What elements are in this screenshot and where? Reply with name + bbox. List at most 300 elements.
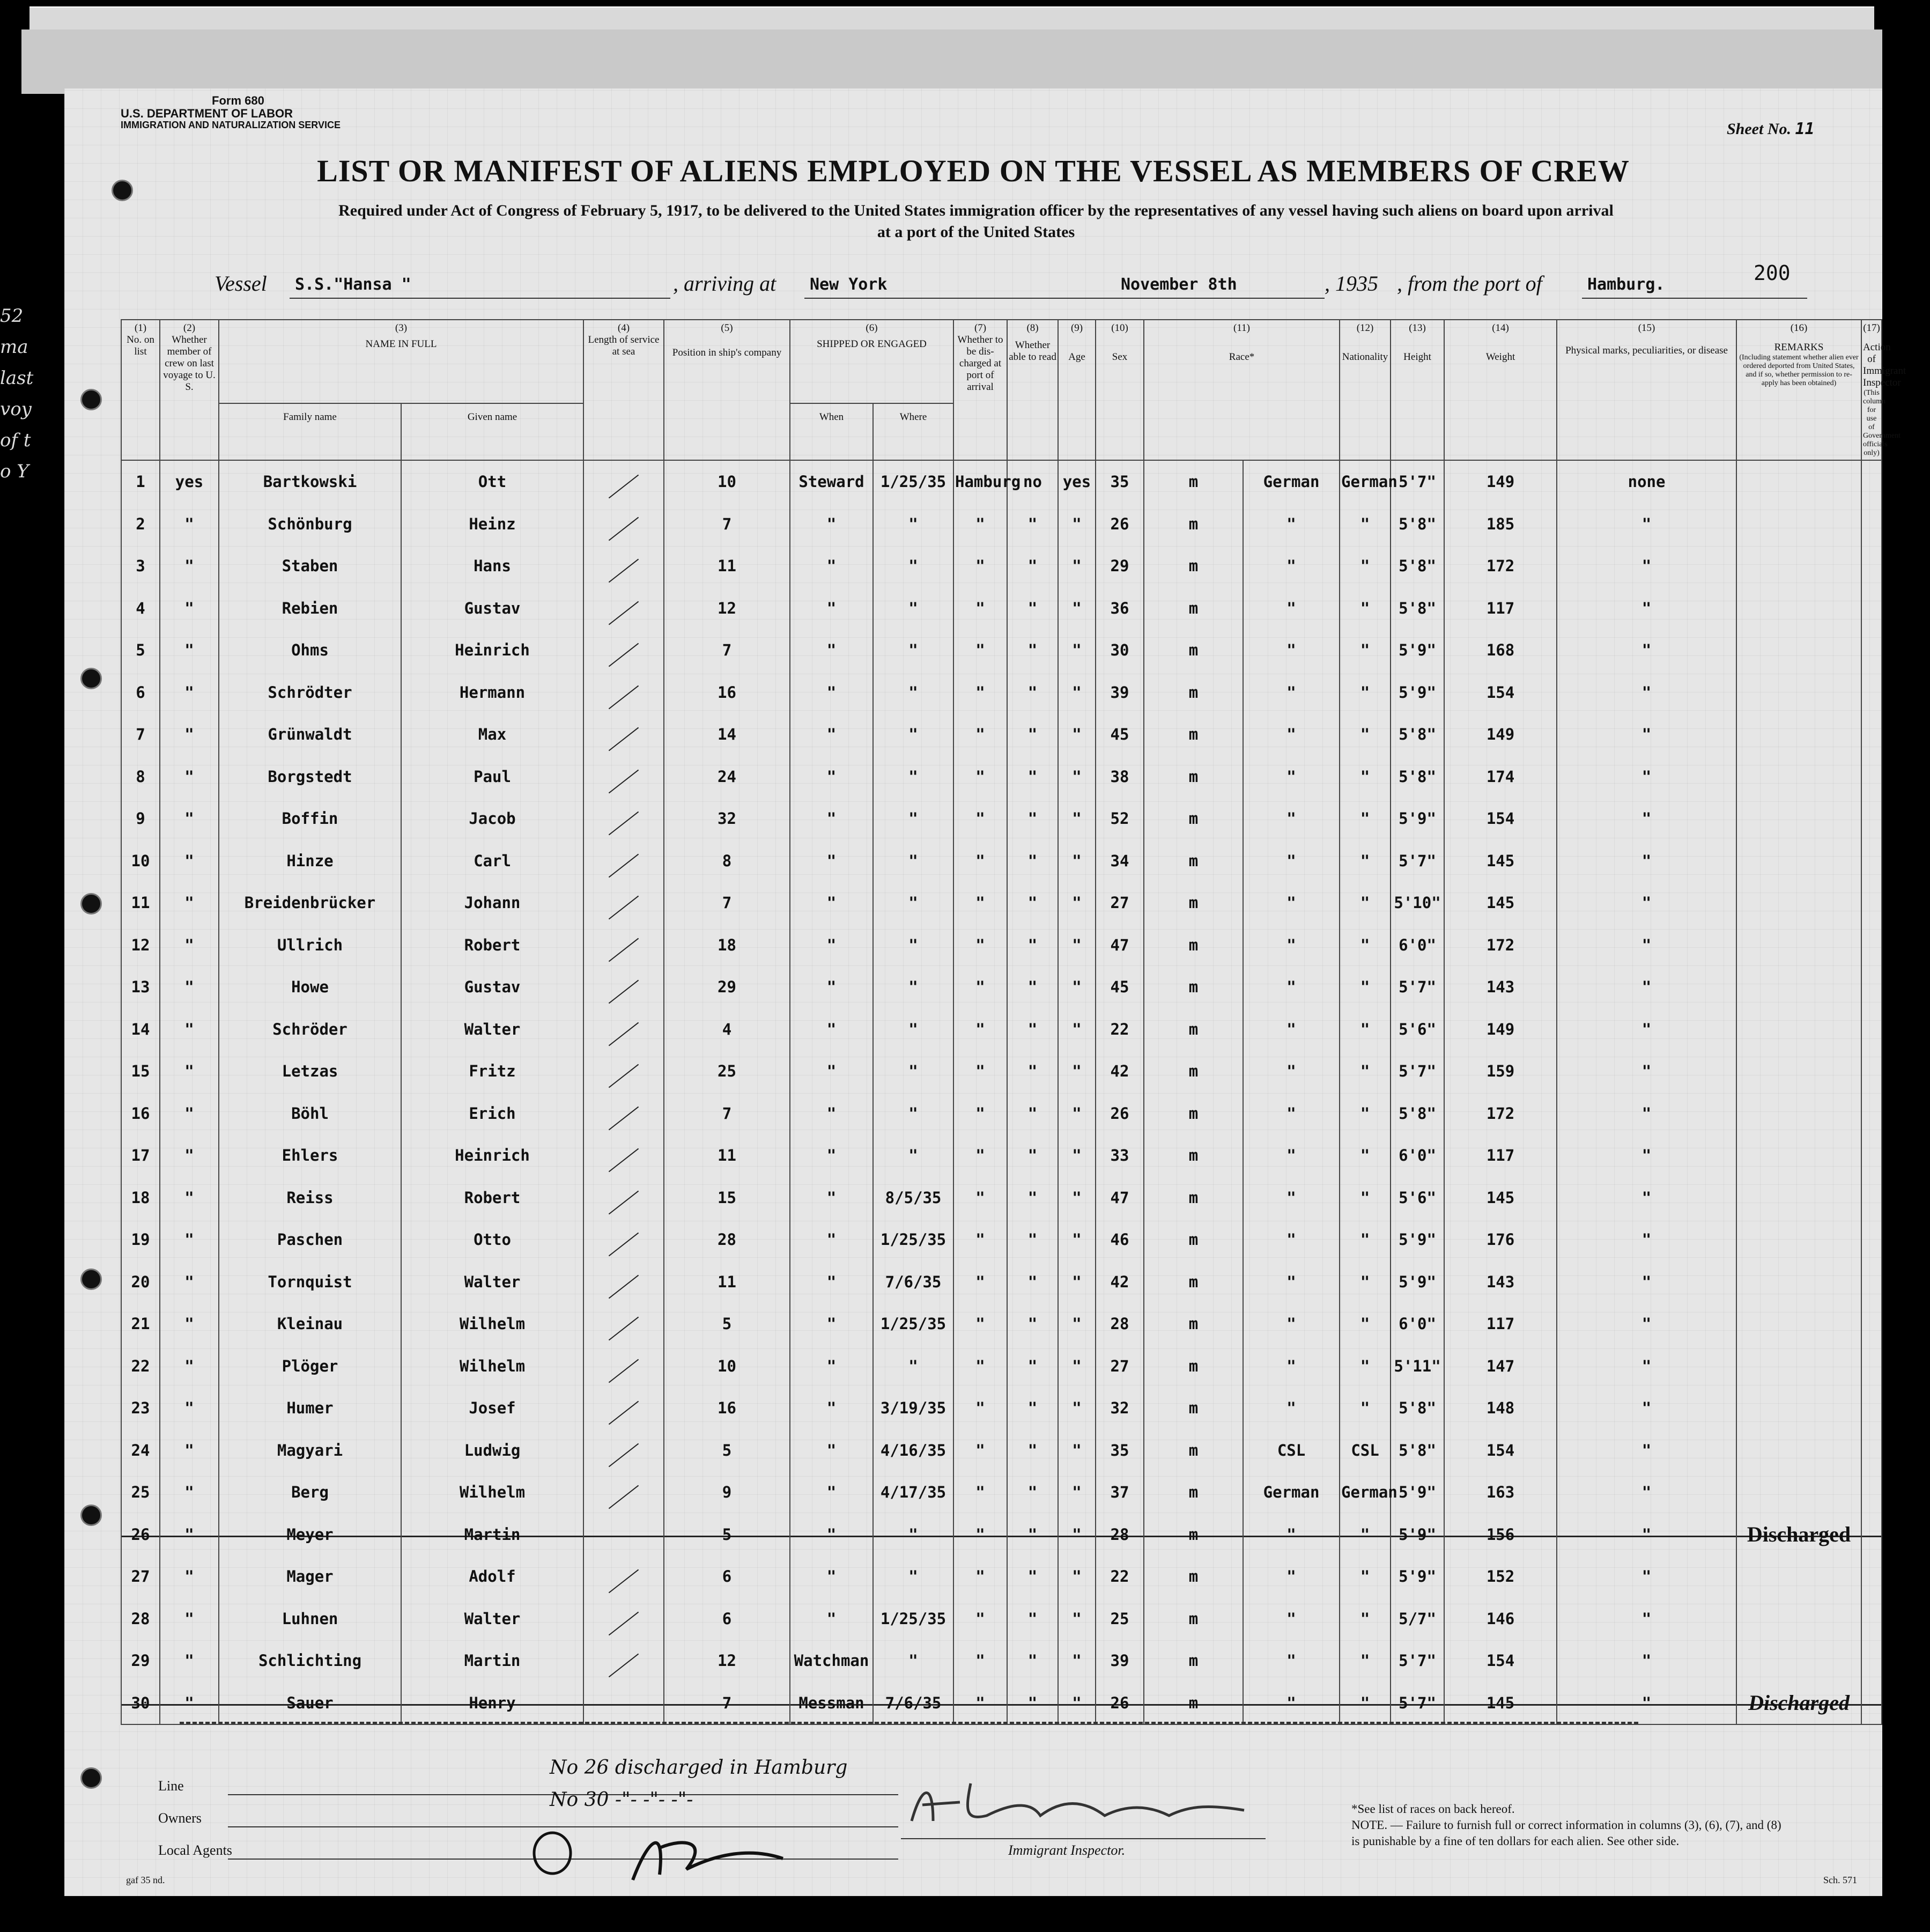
shipped-when-cell: 3/19/35 [873, 1387, 953, 1429]
check-mark-cell [583, 1345, 664, 1388]
row-number-cell: 2 [121, 503, 160, 545]
check-mark-icon [609, 559, 639, 583]
given-name-cell: Hans [401, 545, 583, 587]
remarks-cell [1736, 1555, 1861, 1598]
height-cell: 5'9" [1391, 672, 1444, 714]
service-length-cell: 7 [664, 629, 790, 672]
age-cell: 42 [1096, 1050, 1144, 1093]
last-voyage-cell: " [160, 1261, 219, 1303]
able-to-read-cell: " [1058, 798, 1096, 840]
handwritten-note-26: No 26 discharged in Hamburg [550, 1757, 848, 1779]
race-cell: " [1243, 882, 1340, 924]
nationality-cell: " [1340, 629, 1391, 672]
punch-hole [80, 1767, 102, 1789]
check-mark-icon [609, 1654, 639, 1678]
shipped-when-cell: 4/17/35 [873, 1471, 953, 1514]
remarks-cell [1736, 1093, 1861, 1135]
height-cell: 5'9" [1391, 1219, 1444, 1261]
to-be-discharged-cell: " [1007, 840, 1058, 882]
age-cell: 37 [1096, 1471, 1144, 1514]
physical-marks-cell: " [1557, 1008, 1736, 1051]
weight-cell: 145 [1444, 1177, 1557, 1219]
position-cell: " [790, 966, 873, 1008]
arrival-port: New York [810, 275, 888, 294]
inspector-action-cell [1861, 1303, 1882, 1345]
inspector-action-cell [1861, 840, 1882, 882]
to-be-discharged-cell: " [1007, 672, 1058, 714]
able-to-read-cell: " [1058, 882, 1096, 924]
position-cell: Watchman [790, 1640, 873, 1682]
shipped-when-cell: " [873, 924, 953, 967]
physical-marks-cell: " [1557, 798, 1736, 840]
shipped-when-cell: 7/6/35 [873, 1682, 953, 1725]
family-name-cell: Sauer [219, 1682, 401, 1725]
shipped-when-cell: 8/5/35 [873, 1177, 953, 1219]
age-cell: 25 [1096, 1598, 1144, 1640]
family-name-cell: Humer [219, 1387, 401, 1429]
races-note: *See list of races on back hereof. [1351, 1802, 1515, 1816]
height-cell: 5'8" [1391, 1093, 1444, 1135]
age-cell: 30 [1096, 629, 1144, 672]
physical-marks-cell: " [1557, 1261, 1736, 1303]
remarks-cell [1736, 1050, 1861, 1093]
able-to-read-cell: " [1058, 1261, 1096, 1303]
remarks-cell [1736, 1134, 1861, 1177]
check-mark-icon [609, 1485, 639, 1509]
last-voyage-cell: " [160, 587, 219, 630]
physical-marks-cell: " [1557, 1219, 1736, 1261]
to-be-discharged-cell: " [1007, 798, 1058, 840]
remarks-cell [1736, 1429, 1861, 1472]
age-cell: 27 [1096, 882, 1144, 924]
check-mark-cell [583, 1219, 664, 1261]
row-number-cell: 30 [121, 1682, 160, 1725]
remarks-cell [1736, 1471, 1861, 1514]
height-cell: 5'9" [1391, 798, 1444, 840]
service-length-cell: 12 [664, 1640, 790, 1682]
race-cell: " [1243, 1598, 1340, 1640]
weight-cell: 148 [1444, 1387, 1557, 1429]
able-to-read-cell: " [1058, 1640, 1096, 1682]
given-name-cell: Gustav [401, 966, 583, 1008]
handwritten-note-30: No 30 -"- -"- -"- [550, 1789, 693, 1811]
sheet-number-label: Sheet No. 11 [1727, 120, 1815, 138]
row-number-cell: 21 [121, 1303, 160, 1345]
physical-marks-cell: " [1557, 966, 1736, 1008]
age-cell: 45 [1096, 966, 1144, 1008]
row-number-cell: 3 [121, 545, 160, 587]
nationality-cell: " [1340, 1261, 1391, 1303]
table-row [121, 798, 1882, 840]
able-to-read-cell: " [1058, 840, 1096, 882]
row-number-cell: 5 [121, 629, 160, 672]
row-number-cell: 19 [121, 1219, 160, 1261]
family-name-cell: Staben [219, 545, 401, 587]
sex-cell: m [1144, 545, 1243, 587]
check-mark-cell [583, 1471, 664, 1514]
height-cell: 5'7" [1391, 1640, 1444, 1682]
position-cell: " [790, 882, 873, 924]
check-mark-cell [583, 798, 664, 840]
height-cell: 6'0" [1391, 924, 1444, 967]
last-voyage-cell: " [160, 1303, 219, 1345]
weight-cell: 143 [1444, 966, 1557, 1008]
owners-label: Owners [158, 1810, 202, 1826]
physical-marks-cell: " [1557, 1682, 1736, 1725]
shipped-where-cell: " [953, 840, 1007, 882]
family-name-cell: Schrödter [219, 672, 401, 714]
sex-cell: m [1144, 882, 1243, 924]
department-name: U.S. DEPARTMENT OF LABOR [121, 107, 293, 120]
check-mark-icon [609, 1611, 639, 1635]
race-cell: German [1243, 1471, 1340, 1514]
given-name-cell: Erich [401, 1093, 583, 1135]
sex-cell: m [1144, 798, 1243, 840]
inspector-action-cell [1861, 587, 1882, 630]
family-name-cell: Borgstedt [219, 756, 401, 798]
row-number-cell: 17 [121, 1134, 160, 1177]
age-cell: 39 [1096, 672, 1144, 714]
remarks-cell [1736, 587, 1861, 630]
given-name-cell: Heinrich [401, 629, 583, 672]
weight-cell: 185 [1444, 503, 1557, 545]
age-cell: 36 [1096, 587, 1144, 630]
table-row [121, 1050, 1882, 1093]
shipped-where-cell: " [953, 1682, 1007, 1725]
row-number-cell: 25 [121, 1471, 160, 1514]
nationality-cell: " [1340, 1050, 1391, 1093]
weight-cell: 172 [1444, 545, 1557, 587]
table-row [121, 1640, 1882, 1682]
col-where: Where [873, 403, 953, 460]
inspector-signature [901, 1773, 1276, 1837]
remarks-cell [1736, 840, 1861, 882]
given-name-cell: Heinrich [401, 1134, 583, 1177]
age-cell: 35 [1096, 1429, 1144, 1472]
remarks-cell [1736, 460, 1861, 503]
last-voyage-cell: " [160, 629, 219, 672]
sex-cell: m [1144, 1134, 1243, 1177]
sex-cell: m [1144, 460, 1243, 503]
last-voyage-cell: " [160, 966, 219, 1008]
agent-signature [526, 1816, 804, 1901]
able-to-read-cell: " [1058, 966, 1096, 1008]
check-mark-cell [583, 1387, 664, 1429]
row-number-cell: 11 [121, 882, 160, 924]
given-name-cell: Ott [401, 460, 583, 503]
age-cell: 26 [1096, 503, 1144, 545]
nationality-cell: German [1340, 1471, 1391, 1514]
position-cell: " [790, 503, 873, 545]
inspector-action-cell [1861, 1261, 1882, 1303]
shipped-where-cell: " [953, 1514, 1007, 1556]
age-cell: 45 [1096, 713, 1144, 756]
check-mark-cell [583, 460, 664, 503]
shipped-when-cell: 1/25/35 [873, 460, 953, 503]
physical-marks-cell: " [1557, 1050, 1736, 1093]
check-mark-cell [583, 1555, 664, 1598]
race-cell: " [1243, 672, 1340, 714]
family-name-cell: Boffin [219, 798, 401, 840]
shipped-when-cell: 7/6/35 [873, 1261, 953, 1303]
service-length-cell: 7 [664, 882, 790, 924]
able-to-read-cell: yes [1058, 460, 1096, 503]
inspector-action-cell [1861, 503, 1882, 545]
nationality-cell: " [1340, 882, 1391, 924]
position-cell: " [790, 1134, 873, 1177]
able-to-read-cell: " [1058, 545, 1096, 587]
height-cell: 5'9" [1391, 1514, 1444, 1556]
shipped-where-cell: " [953, 545, 1007, 587]
able-to-read-cell: " [1058, 1345, 1096, 1388]
sex-cell: m [1144, 1219, 1243, 1261]
shipped-where-cell: " [953, 1640, 1007, 1682]
service-length-cell: 28 [664, 1219, 790, 1261]
col-discharged: (7) Whether to be dis- charged at port of arrival [953, 320, 1007, 460]
to-be-discharged-cell: " [1007, 966, 1058, 1008]
sex-cell: m [1144, 503, 1243, 545]
row-number-cell: 8 [121, 756, 160, 798]
remarks-cell [1736, 1303, 1861, 1345]
to-be-discharged-cell: " [1007, 503, 1058, 545]
table-row [121, 966, 1882, 1008]
position-cell: " [790, 545, 873, 587]
check-mark-icon [609, 727, 639, 751]
race-cell: " [1243, 966, 1340, 1008]
remarks-cell: Discharged [1736, 1682, 1861, 1725]
shipped-where-cell: " [953, 1050, 1007, 1093]
position-cell: " [790, 713, 873, 756]
table-row [121, 1429, 1882, 1472]
last-voyage-cell: " [160, 756, 219, 798]
shipped-where-cell: " [953, 1555, 1007, 1598]
sex-cell: m [1144, 756, 1243, 798]
shipped-where-cell: " [953, 1134, 1007, 1177]
to-be-discharged-cell: " [1007, 924, 1058, 967]
sex-cell: m [1144, 1008, 1243, 1051]
last-voyage-cell: " [160, 1598, 219, 1640]
age-cell: 33 [1096, 1134, 1144, 1177]
weight-cell: 152 [1444, 1555, 1557, 1598]
family-name-cell: Grünwaldt [219, 713, 401, 756]
shipped-when-cell: " [873, 629, 953, 672]
given-name-cell: Jacob [401, 798, 583, 840]
check-mark-icon [609, 1274, 639, 1299]
height-cell: 5/7" [1391, 1598, 1444, 1640]
given-name-cell: Henry [401, 1682, 583, 1725]
inspector-action-cell [1861, 1387, 1882, 1429]
sex-cell: m [1144, 1387, 1243, 1429]
age-cell: 22 [1096, 1555, 1144, 1598]
col-race: (11) Race* [1144, 320, 1340, 460]
local-agents-label: Local Agents [158, 1842, 232, 1858]
row-number-cell: 16 [121, 1093, 160, 1135]
col-name: (3) NAME IN FULL [219, 320, 583, 403]
nationality-cell: " [1340, 713, 1391, 756]
weight-cell: 176 [1444, 1219, 1557, 1261]
age-cell: 47 [1096, 924, 1144, 967]
check-mark-cell [583, 1261, 664, 1303]
height-cell: 5'8" [1391, 503, 1444, 545]
race-cell: " [1243, 503, 1340, 545]
weight-cell: 154 [1444, 798, 1557, 840]
sex-cell: m [1144, 1471, 1243, 1514]
table-row [121, 1219, 1882, 1261]
family-name-cell: Ehlers [219, 1134, 401, 1177]
check-mark-icon [609, 769, 639, 793]
from-port-label: , from the port of [1397, 271, 1542, 296]
race-cell: " [1243, 798, 1340, 840]
shipped-when-cell: " [873, 1345, 953, 1388]
given-name-cell: Heinz [401, 503, 583, 545]
age-cell: 27 [1096, 1345, 1144, 1388]
form-number: Form 680 [212, 94, 264, 107]
inspector-action-cell [1861, 629, 1882, 672]
height-cell: 5'6" [1391, 1177, 1444, 1219]
last-voyage-cell: " [160, 882, 219, 924]
shipped-where-cell: " [953, 1093, 1007, 1135]
subtitle-line-2: at a port of the United States [877, 223, 1075, 241]
race-cell: " [1243, 1514, 1340, 1556]
shipped-where-cell: " [953, 1471, 1007, 1514]
remarks-cell [1736, 672, 1861, 714]
inspector-action-cell [1861, 966, 1882, 1008]
given-name-cell: Otto [401, 1219, 583, 1261]
punch-hole [80, 1505, 102, 1526]
to-be-discharged-cell: " [1007, 1093, 1058, 1135]
height-cell: 5'8" [1391, 545, 1444, 587]
shipped-when-cell: 1/25/35 [873, 1598, 953, 1640]
able-to-read-cell: " [1058, 1429, 1096, 1472]
given-name-cell: Paul [401, 756, 583, 798]
able-to-read-cell: " [1058, 1555, 1096, 1598]
inspector-action-cell [1861, 1219, 1882, 1261]
nationality-cell: German [1340, 460, 1391, 503]
family-name-cell: Schröder [219, 1008, 401, 1051]
col-marks: (15) Physical marks, peculiarities, or disease [1557, 320, 1736, 460]
last-voyage-cell: " [160, 672, 219, 714]
check-mark-cell [583, 545, 664, 587]
to-be-discharged-cell: " [1007, 1345, 1058, 1388]
family-name-cell: Paschen [219, 1219, 401, 1261]
check-mark-icon [609, 643, 639, 667]
inspector-action-cell [1861, 1471, 1882, 1514]
row-number-cell: 22 [121, 1345, 160, 1388]
height-cell: 5'7" [1391, 966, 1444, 1008]
remarks-cell [1736, 1598, 1861, 1640]
col-action: (17) Action of Immigrant Inspector (This column for use of Government officials only) [1861, 320, 1882, 460]
inspector-action-cell [1861, 460, 1882, 503]
remarks-cell [1736, 545, 1861, 587]
service-length-cell: 32 [664, 798, 790, 840]
family-name-cell: Schlichting [219, 1640, 401, 1682]
able-to-read-cell: " [1058, 503, 1096, 545]
service-length-cell: 8 [664, 840, 790, 882]
last-voyage-cell: " [160, 840, 219, 882]
family-name-cell: Letzas [219, 1050, 401, 1093]
physical-marks-cell: " [1557, 1471, 1736, 1514]
able-to-read-cell: " [1058, 713, 1096, 756]
remarks-cell [1736, 1177, 1861, 1219]
height-cell: 5'7" [1391, 1682, 1444, 1725]
service-length-cell: 5 [664, 1514, 790, 1556]
shipped-where-cell: " [953, 1598, 1007, 1640]
service-length-cell: 9 [664, 1471, 790, 1514]
nationality-cell: " [1340, 1555, 1391, 1598]
to-be-discharged-cell: " [1007, 1050, 1058, 1093]
last-voyage-cell: " [160, 798, 219, 840]
service-length-cell: 11 [664, 1261, 790, 1303]
sex-cell: m [1144, 1093, 1243, 1135]
weight-cell: 149 [1444, 460, 1557, 503]
check-mark-icon [609, 1443, 639, 1467]
table-row [121, 756, 1882, 798]
remarks-cell [1736, 1219, 1861, 1261]
weight-cell: 174 [1444, 756, 1557, 798]
race-cell: " [1243, 1177, 1340, 1219]
inspector-action-cell [1861, 924, 1882, 967]
table-row [121, 587, 1882, 630]
remarks-cell [1736, 1261, 1861, 1303]
remarks-cell: Discharged [1736, 1514, 1861, 1556]
given-name-cell: Max [401, 713, 583, 756]
sex-cell: m [1144, 840, 1243, 882]
weight-cell: 172 [1444, 1093, 1557, 1135]
page-subtitle [145, 200, 1807, 243]
nationality-cell: CSL [1340, 1429, 1391, 1472]
height-cell: 5'8" [1391, 713, 1444, 756]
family-name-cell: Ohms [219, 629, 401, 672]
physical-marks-cell: " [1557, 882, 1736, 924]
family-name-cell: Meyer [219, 1514, 401, 1556]
shipped-where-cell: " [953, 713, 1007, 756]
physical-marks-cell: " [1557, 1429, 1736, 1472]
col-weight: (14) Weight [1444, 320, 1557, 460]
physical-marks-cell: " [1557, 1345, 1736, 1388]
nationality-cell: " [1340, 1514, 1391, 1556]
table-row [121, 629, 1882, 672]
service-length-cell: 24 [664, 756, 790, 798]
shipped-when-cell: " [873, 587, 953, 630]
weight-cell: 149 [1444, 713, 1557, 756]
check-mark-icon [609, 1022, 639, 1046]
row-number-cell: 26 [121, 1514, 160, 1556]
physical-marks-cell: " [1557, 1598, 1736, 1640]
penalty-note-line-1: NOTE. — Failure to furnish full or correct information in columns (3), (6), (7), and (8) [1351, 1818, 1781, 1832]
table-row [121, 1555, 1882, 1598]
crew-manifest-table [121, 319, 1906, 1725]
stamp-number: 200 [1754, 261, 1791, 285]
physical-marks-cell: " [1557, 924, 1736, 967]
height-cell: 6'0" [1391, 1303, 1444, 1345]
race-cell: " [1243, 1134, 1340, 1177]
vessel-line [215, 271, 1877, 303]
check-mark-cell [583, 882, 664, 924]
nationality-cell: " [1340, 1345, 1391, 1388]
weight-cell: 149 [1444, 1008, 1557, 1051]
table-row [121, 1682, 1882, 1725]
check-mark-cell [583, 840, 664, 882]
race-cell: " [1243, 1682, 1340, 1725]
able-to-read-cell: " [1058, 924, 1096, 967]
race-cell: " [1243, 1640, 1340, 1682]
age-cell: 29 [1096, 545, 1144, 587]
race-cell: " [1243, 1050, 1340, 1093]
position-cell: Messman [790, 1682, 873, 1725]
row-number-cell: 15 [121, 1050, 160, 1093]
service-name: IMMIGRATION AND NATURALIZATION SERVICE [121, 120, 341, 130]
col-nationality: (12) Nationality [1340, 320, 1391, 460]
